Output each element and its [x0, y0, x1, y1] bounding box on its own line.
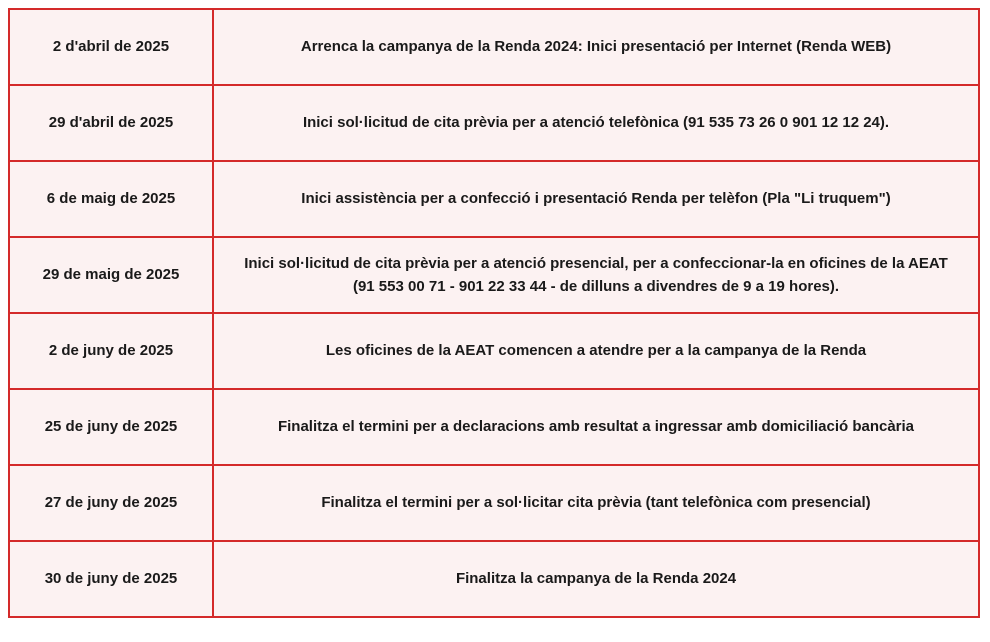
event-cell: Finalitza el termini per a sol·licitar cita prèvia (tant telefònica com presencial): [213, 465, 979, 541]
date-cell: 2 de juny de 2025: [9, 313, 213, 389]
event-cell: [213, 237, 979, 313]
event-cell: Finalitza el termini per a declaracions amb resultat a ingressar amb domiciliació bancària: [213, 389, 979, 465]
date-cell: 30 de juny de 2025: [9, 541, 213, 617]
date-cell: 6 de maig de 2025: [9, 161, 213, 237]
event-text-line: Inici sol·licitud de cita prèvia per a atenció presencial, per a confeccionar-la en oficines de la AEAT: [244, 254, 948, 272]
date-cell: 27 de juny de 2025: [9, 465, 213, 541]
date-cell: 2 d'abril de 2025: [9, 9, 213, 85]
table-row: [9, 541, 979, 617]
table-row: [9, 389, 979, 465]
date-cell: 25 de juny de 2025: [9, 389, 213, 465]
table-row: [9, 161, 979, 237]
event-text-line: (91 553 00 71 - 901 22 33 44 - de dilluns a divendres de 9 a 19 hores).: [352, 278, 840, 295]
event-cell: Les oficines de la AEAT comencen a atendre per a la campanya de la Renda: [213, 313, 979, 389]
event-cell: Inici sol·licitud de cita prèvia per a atenció telefònica (91 535 73 26 0 901 12 12 24).: [213, 85, 979, 161]
table-row: [9, 9, 979, 85]
table-row: [9, 465, 979, 541]
table-row: [9, 313, 979, 389]
date-cell: 29 de maig de 2025: [9, 237, 213, 313]
tax-campaign-calendar-table: [8, 8, 980, 618]
event-cell: Arrenca la campanya de la Renda 2024: Inici presentació per Internet (Renda WEB): [213, 9, 979, 85]
table-row: [9, 237, 979, 313]
table-row: [9, 85, 979, 161]
event-cell: Inici assistència per a confecció i presentació Renda per telèfon (Pla "Li truquem"): [213, 161, 979, 237]
date-cell: 29 d'abril de 2025: [9, 85, 213, 161]
event-cell: Finalitza la campanya de la Renda 2024: [213, 541, 979, 617]
